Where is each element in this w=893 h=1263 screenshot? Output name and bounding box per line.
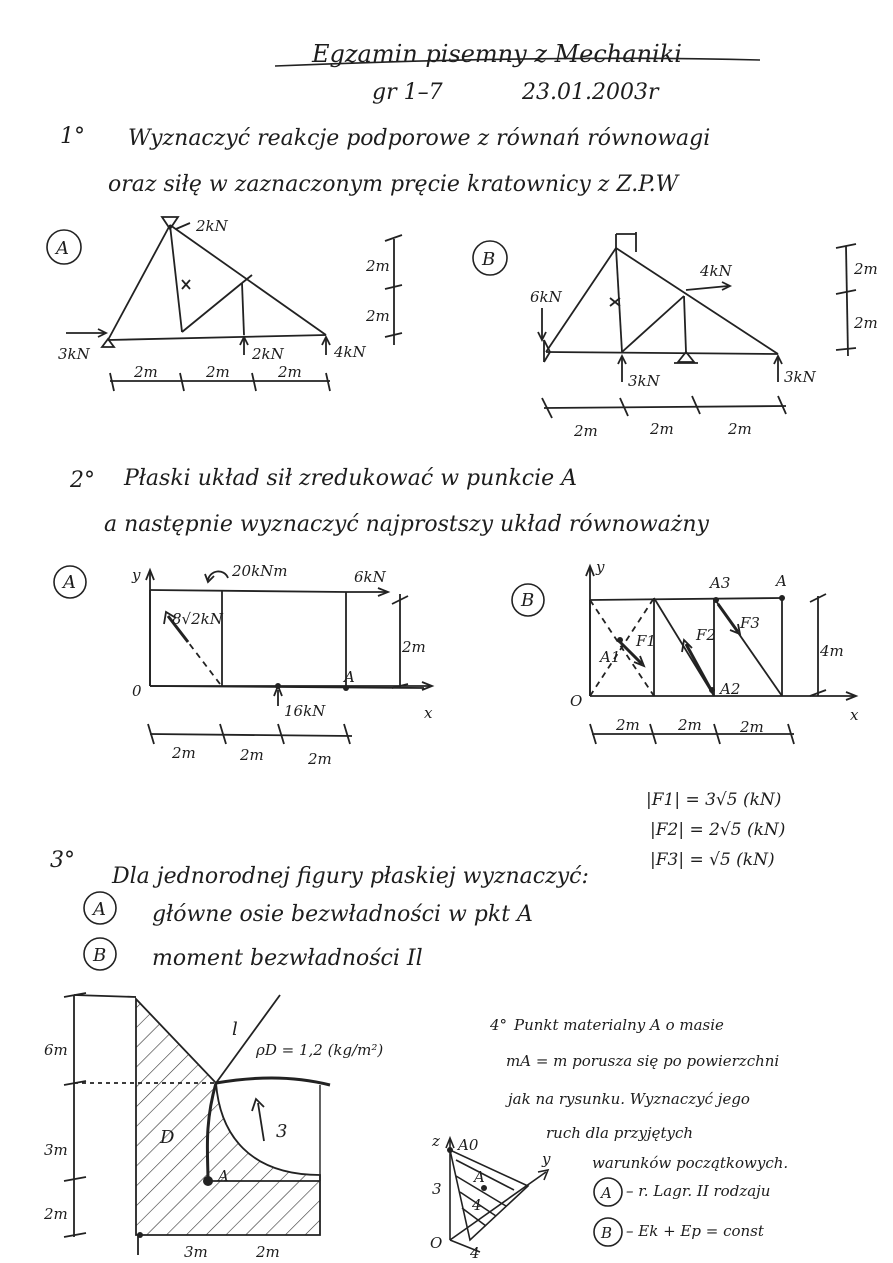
task3-figure [20, 985, 443, 1263]
task1-figA-d1: 2m [134, 363, 158, 381]
task3-fig-w1: 3m [184, 1243, 208, 1261]
task1-figB-d2: 2m [650, 420, 674, 438]
task2-figB-p-a2: A2 [720, 680, 741, 698]
task4-fig-y: y [542, 1150, 551, 1168]
task2-number: 2° [70, 468, 95, 493]
task2-figB-f1: F1 [636, 632, 656, 650]
task3-fig-h3: 2m [44, 1205, 68, 1223]
task3-fig-region: D [160, 1127, 175, 1148]
task2-figB-p-a3: A3 [710, 574, 731, 592]
task4-line1: Punkt materialny A o masie [514, 1016, 724, 1034]
task4-fig-a: A [474, 1168, 485, 1186]
task3-number: 3° [50, 848, 75, 873]
task1-truss-b [460, 222, 880, 442]
task4-optB: – Ek + Ep = const [626, 1222, 764, 1240]
task2-figB-p-a: A [776, 572, 787, 590]
task2-figB-f2: F2 [696, 626, 716, 644]
task2-figA-point-a: A [344, 668, 355, 686]
task2-figA-f-top: 6kN [354, 568, 386, 586]
task2-figA-axis-y: y [132, 566, 141, 584]
task4-fig-n4b: 4 [472, 1196, 482, 1214]
task2-figA-axis-x: x [424, 704, 433, 722]
task4-fig-z: z [432, 1132, 440, 1150]
task2-figB-origin: O [570, 692, 583, 710]
title-underline [0, 0, 893, 120]
task1-figA-f-top: 2kN [196, 217, 228, 235]
task2-figA-d2: 2m [240, 746, 264, 764]
task3-fig-w2: 2m [256, 1243, 280, 1261]
task2-forces-b [500, 548, 880, 773]
task1-figB-h2: 2m [854, 314, 878, 332]
task2-figA-origin: 0 [132, 682, 142, 700]
task3-fig-radius: 3 [276, 1121, 288, 1142]
task2-forces-a [40, 552, 460, 777]
group-label: gr 1–7 [372, 80, 443, 105]
task1-figA-f-right: 4kN [334, 343, 366, 361]
task3-option-markers [80, 888, 140, 988]
task3-itemB-tag: B [93, 945, 107, 966]
task4-fig-a0: A0 [458, 1136, 479, 1154]
task2-magnitude-f1: |F1| = 3√5 (kN) [646, 790, 782, 810]
task4-fig-o: O [430, 1234, 443, 1252]
task2-figA-f-bottom: 16kN [284, 702, 326, 720]
task3-fig-h1: 6m [44, 1041, 68, 1059]
task2-figA-d1: 2m [172, 744, 196, 762]
task4-line2: mA = m porusza się po powierzchni [506, 1052, 780, 1070]
task2-figA-d3: 2m [308, 750, 332, 768]
task1-figB-h1: 2m [854, 260, 878, 278]
task3-fig-density: ρD = 1,2 (kg/m²) [256, 1041, 384, 1059]
task4-fig-n4: 4 [470, 1244, 480, 1260]
task2-figB-f3: F3 [740, 614, 760, 632]
task2-figA-f-diag: 8√2kN [172, 610, 223, 628]
task1-figB-f-left: 6kN [530, 288, 562, 306]
task1-figA-f-mid: 2kN [252, 345, 284, 363]
task4-optA: – r. Lagr. II rodzaju [626, 1182, 771, 1200]
task1-figA-tag: A [56, 238, 69, 259]
task1-figA-h2: 2m [366, 307, 390, 325]
task4-number: 4° [490, 1016, 508, 1034]
task1-figA-d2: 2m [206, 363, 230, 381]
task1-figB-d1: 2m [574, 422, 598, 440]
task2-figB-p-a1: A1 [600, 648, 621, 666]
task2-figB-axis-x: x [850, 706, 859, 724]
task1-line2: oraz siłę w zaznaczonym pręcie kratownicy z Z.P.W [108, 172, 679, 197]
task4-line3: jak na rysunku. Wyznaczyć jego [508, 1090, 750, 1108]
task3-fig-h2: 3m [44, 1141, 68, 1159]
task2-figB-d1: 2m [616, 716, 640, 734]
task1-figB-tag: B [482, 249, 496, 270]
task2-line1: Płaski układ sił zredukować w punkcie A [124, 466, 578, 491]
task3-itemA-tag: A [93, 899, 106, 920]
task4-figure [410, 1130, 570, 1260]
task2-figB-d2: 2m [678, 716, 702, 734]
task3-itemB: moment bezwładności Il [152, 946, 423, 971]
task1-figB-f-b1: 3kN [628, 372, 660, 390]
task1-figA-d3: 2m [278, 363, 302, 381]
task1-figB-f-top: 4kN [700, 262, 732, 280]
task2-figB-h: 4m [820, 642, 844, 660]
task4-fig-n3: 3 [432, 1180, 442, 1198]
task2-figA-h: 2m [402, 638, 426, 656]
task3-line1: Dla jednorodnej figury płaskiej wyznaczyć: [112, 864, 589, 889]
task4-line4: ruch dla przyjętych [546, 1124, 694, 1142]
task4-optA-tag: A [601, 1184, 612, 1202]
task1-line1: Wyznaczyć reakcje podporowe z równań równowagi [128, 126, 711, 151]
task4-line5: warunków początkowych. [592, 1154, 789, 1172]
exam-date: 23.01.2003r [522, 80, 659, 105]
task3-itemA: główne osie bezwładności w pkt A [152, 902, 533, 927]
task2-magnitude-f3: |F3| = √5 (kN) [650, 850, 775, 870]
task4-optB-tag: B [601, 1224, 613, 1242]
task3-fig-axis: l [232, 1019, 238, 1040]
task1-figB-f-b2: 3kN [784, 368, 816, 386]
task1-number: 1° [60, 124, 85, 149]
task2-line2: a następnie wyznaczyć najprostszy układ równoważny [104, 512, 709, 537]
task2-figB-tag: B [521, 590, 535, 611]
task3-fig-point: A [218, 1167, 229, 1185]
task1-figB-d3: 2m [728, 420, 752, 438]
task2-figA-tag: A [63, 572, 76, 593]
task1-figA-h1: 2m [366, 257, 390, 275]
task2-figB-d3: 2m [740, 718, 764, 736]
task2-figB-axis-y: y [596, 558, 605, 576]
exam-title: Egzamin pisemny z Mechaniki [312, 40, 682, 68]
task2-magnitude-f2: |F2| = 2√5 (kN) [650, 820, 786, 840]
task1-figA-f-left: 3kN [58, 345, 90, 363]
task1-truss-a [30, 205, 430, 415]
task2-figA-moment: 20kNm [232, 562, 288, 580]
